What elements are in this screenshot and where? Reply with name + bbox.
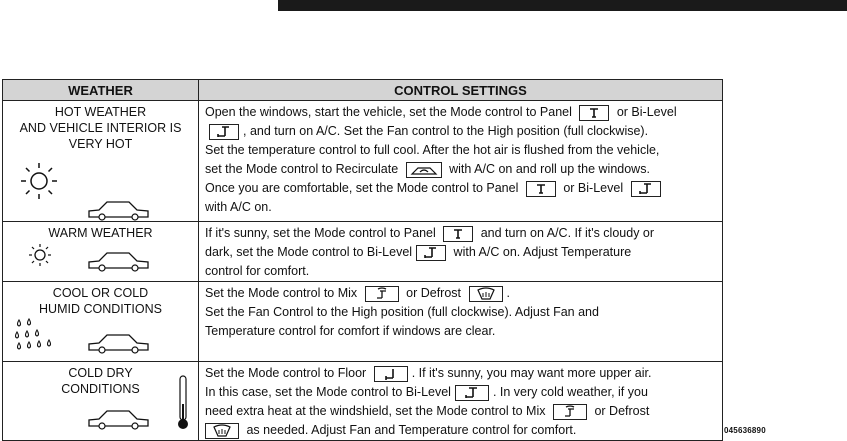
top-black-bar — [278, 0, 847, 11]
climate-control-table — [2, 79, 723, 441]
car-icon — [87, 408, 151, 430]
table-row — [3, 222, 723, 282]
panel-mode-icon — [526, 181, 556, 197]
floor-mode-icon — [374, 366, 408, 382]
sun-icon — [19, 161, 59, 201]
panel-mode-icon — [443, 226, 473, 242]
control-settings-cell: Open the windows, start the vehicle, set the Mode control to Panel or Bi-Level , and turn on A/C. Set the Fan control to the High position (full clockwise). Set the temperature control to full cool. After the hot air is flushed from the vehicle, set the Mode control to Recirculate with A/C on and roll up the windows. Once you are comfortable, set the Mode control to Panel or Bi-Level with A/C on. — [199, 101, 723, 222]
car-icon — [87, 250, 151, 272]
table-row — [3, 101, 723, 222]
small-sun-icon — [27, 242, 53, 268]
panel-mode-icon — [579, 105, 609, 121]
table-row — [3, 362, 723, 441]
bi-level-mode-icon — [209, 124, 239, 140]
bi-level-mode-icon — [455, 385, 489, 401]
table-header-row — [3, 80, 723, 101]
bi-level-mode-icon — [631, 181, 661, 197]
bi-level-mode-icon — [416, 245, 446, 261]
defrost-icon — [469, 286, 503, 302]
raindrops-icon — [13, 316, 57, 356]
mix-mode-icon — [553, 404, 587, 420]
weather-label: WARM WEATHER — [48, 226, 153, 240]
defrost-icon — [205, 423, 239, 439]
weather-cell — [3, 282, 199, 362]
recirculate-icon — [406, 162, 442, 178]
weather-label: HOT WEATHER AND VEHICLE INTERIOR IS VERY HOT — [19, 105, 182, 151]
weather-label: COLD DRY CONDITIONS — [61, 366, 140, 396]
control-settings-cell: Set the Mode control to Floor . If it's sunny, you may want more upper air. In this case, set the Mode control to Bi-Level . In very cold weather, if you need extra heat at the windshield, set the Mode control to Mix or Defrost as needed. Adjust Fan and Temperature control for comfort. — [199, 362, 723, 441]
mix-mode-icon — [365, 286, 399, 302]
weather-cell — [3, 362, 199, 441]
weather-cell — [3, 222, 199, 282]
car-icon — [87, 199, 151, 221]
weather-label: COOL OR COLD HUMID CONDITIONS — [39, 286, 162, 316]
control-settings-column-header: CONTROL SETTINGS — [199, 80, 723, 101]
control-settings-cell: Set the Mode control to Mix or Defrost . Set the Fan Control to the High position (full clockwise). Adjust Fan and Temperature control for comfort if windows are clear. — [199, 282, 723, 362]
thermometer-icon — [175, 374, 191, 432]
figure-id: 045636890 — [724, 426, 766, 435]
car-icon — [87, 332, 151, 354]
control-settings-cell: If it's sunny, set the Mode control to Panel and turn on A/C. If it's cloudy or dark, set the Mode control to Bi-Level with A/C on. Adjust Temperature control for comfort. — [199, 222, 723, 282]
table-row — [3, 282, 723, 362]
weather-column-header: WEATHER — [3, 80, 199, 101]
weather-cell — [3, 101, 199, 222]
